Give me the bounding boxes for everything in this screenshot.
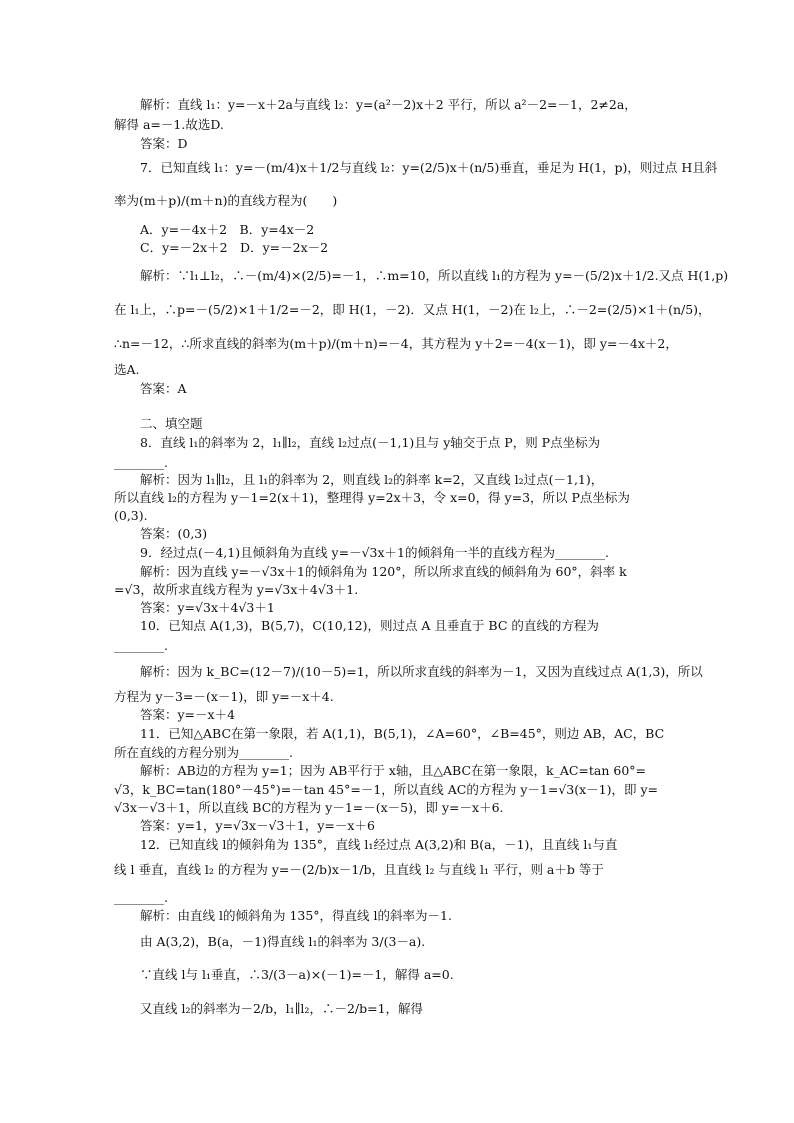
text-line: 又直线 l₂的斜率为－2/b，l₁∥l₂，∴－2/b=1，解得 <box>140 1001 424 1016</box>
text-line: 7．已知直线 l₁：y=－(m/4)x＋1/2与直线 l₂：y=(2/5)x＋(n/5)垂直，垂足为 H(1，p)，则过点 H且斜 <box>140 160 718 175</box>
text-line: 解析：因为直线 y=－√3x＋1的倾斜角为 120°，所以所求直线的倾斜角为 60°，斜率 k <box>140 564 627 579</box>
text-line: 所在直线的方程分别为________. <box>114 745 293 760</box>
text-line: 率为(m＋p)/(m＋n)的直线方程为( ) <box>114 193 338 208</box>
text-line: A．y=－4x＋2 B．y=4x－2 <box>140 222 315 237</box>
text-line: 12．已知直线 l的倾斜角为 135°，直线 l₁经过点 A(3,2)和 B(a，－1)，且直线 l₁与直 <box>140 837 618 852</box>
text-line: 解析：AB边的方程为 y=1；因为 AB平行于 x轴，且△ABC在第一象限，k_AC=tan 60°= <box>140 763 647 778</box>
text-line: 答案：A <box>140 381 187 396</box>
text-line: 答案：D <box>140 136 188 151</box>
section-heading: 二、填空题 <box>140 416 203 431</box>
text-line: 选A. <box>114 362 140 377</box>
text-line: C．y=－2x＋2 D．y=－2x－2 <box>140 240 329 255</box>
text-line: 11．已知△ABC在第一象限，若 A(1,1)，B(5,1)，∠A=60°，∠B=45°，则边 AB，AC，BC <box>140 726 665 741</box>
text-line: 解析：因为 l₁∥l₂，且 l₁的斜率为 2，则直线 l₂的斜率 k=2，又直线 l₂过点(－1,1)， <box>140 472 604 487</box>
text-line: √3，k_BC=tan(180°－45°)=－tan 45°=－1，所以直线 AC的方程为 y－1=√3(x－1)，即 y= <box>114 782 659 797</box>
text-line: 解得 a=－1.故选D. <box>114 117 224 132</box>
text-line: 在 l₁上，∴p=－(5/2)×1＋1/2=－2，即 H(1，－2)．又点 H(1，－2)在 l₂上，∴－2=(2/5)×1＋(n/5)， <box>114 302 711 317</box>
text-line: 8．直线 l₁的斜率为 2，l₁∥l₂，直线 l₂过点(－1,1)且与 y轴交于点 P，则 P点坐标为 <box>140 435 601 450</box>
text-line: ∴n=－12，∴所求直线的斜率为(m＋p)/(m＋n)=－4，其方程为 y＋2=－4(x－1)，即 y=－4x＋2， <box>114 336 678 351</box>
text-line: 线 l 垂直，直线 l₂ 的方程为 y=－(2/b)x－1/b，且直线 l₂ 与直线 l₁ 平行，则 a＋b 等于 <box>114 862 604 877</box>
text-line: 由 A(3,2)，B(a，－1)得直线 l₁的斜率为 3/(3－a). <box>140 934 426 949</box>
text-line: ∵直线 l与 l₁垂直，∴3/(3－a)×(－1)=－1，解得 a=0. <box>140 967 454 982</box>
text-line: 解析：直线 l₁：y=－x＋2a与直线 l₂：y=(a²－2)x＋2 平行，所以 a²－2=－1，2≠2a， <box>140 97 637 112</box>
text-line: =√3，故所求直线方程为 y=√3x＋4√3＋1. <box>114 582 359 597</box>
text-line: 答案：y=√3x＋4√3＋1 <box>140 600 275 615</box>
text-line: ________. <box>114 638 168 653</box>
text-line: 答案：y=－x＋4 <box>140 707 236 722</box>
text-line: (0,3). <box>114 508 148 523</box>
text-line: 方程为 y－3=－(x－1)，即 y=－x＋4. <box>114 689 334 704</box>
text-line: 所以直线 l₂的方程为 y－1=2(x＋1)，整理得 y=2x＋3，令 x=0，得 y=3，所以 P点坐标为 <box>114 490 630 505</box>
text-line: ________. <box>114 890 168 905</box>
text-line: 解析：由直线 l的倾斜角为 135°，得直线 l的斜率为－1. <box>140 908 452 923</box>
text-line: 解析：因为 k_BC=(12－7)/(10－5)=1，所以所求直线的斜率为－1，又因为直线过点 A(1,3)，所以 <box>140 664 703 679</box>
text-line: √3x－√3＋1，所以直线 BC的方程为 y－1=－(x－5)，即 y=－x＋6. <box>114 800 504 815</box>
text-line: 解析：∵l₁⊥l₂，∴－(m/4)×(2/5)=－1，∴m=10，所以直线 l₁的方程为 y=－(5/2)x＋1/2.又点 H(1,p) <box>140 268 729 283</box>
text-line: 答案：y=1，y=√3x－√3＋1，y=－x＋6 <box>140 818 375 833</box>
text-line: 9．经过点(－4,1)且倾斜角为直线 y=－√3x＋1的倾斜角一半的直线方程为________. <box>140 545 609 560</box>
text-line: ________. <box>114 455 168 470</box>
text-line: 答案：(0,3) <box>140 526 208 541</box>
text-line: 10．已知点 A(1,3)，B(5,7)，C(10,12)，则过点 A 且垂直于 BC 的直线的方程为 <box>140 618 599 633</box>
